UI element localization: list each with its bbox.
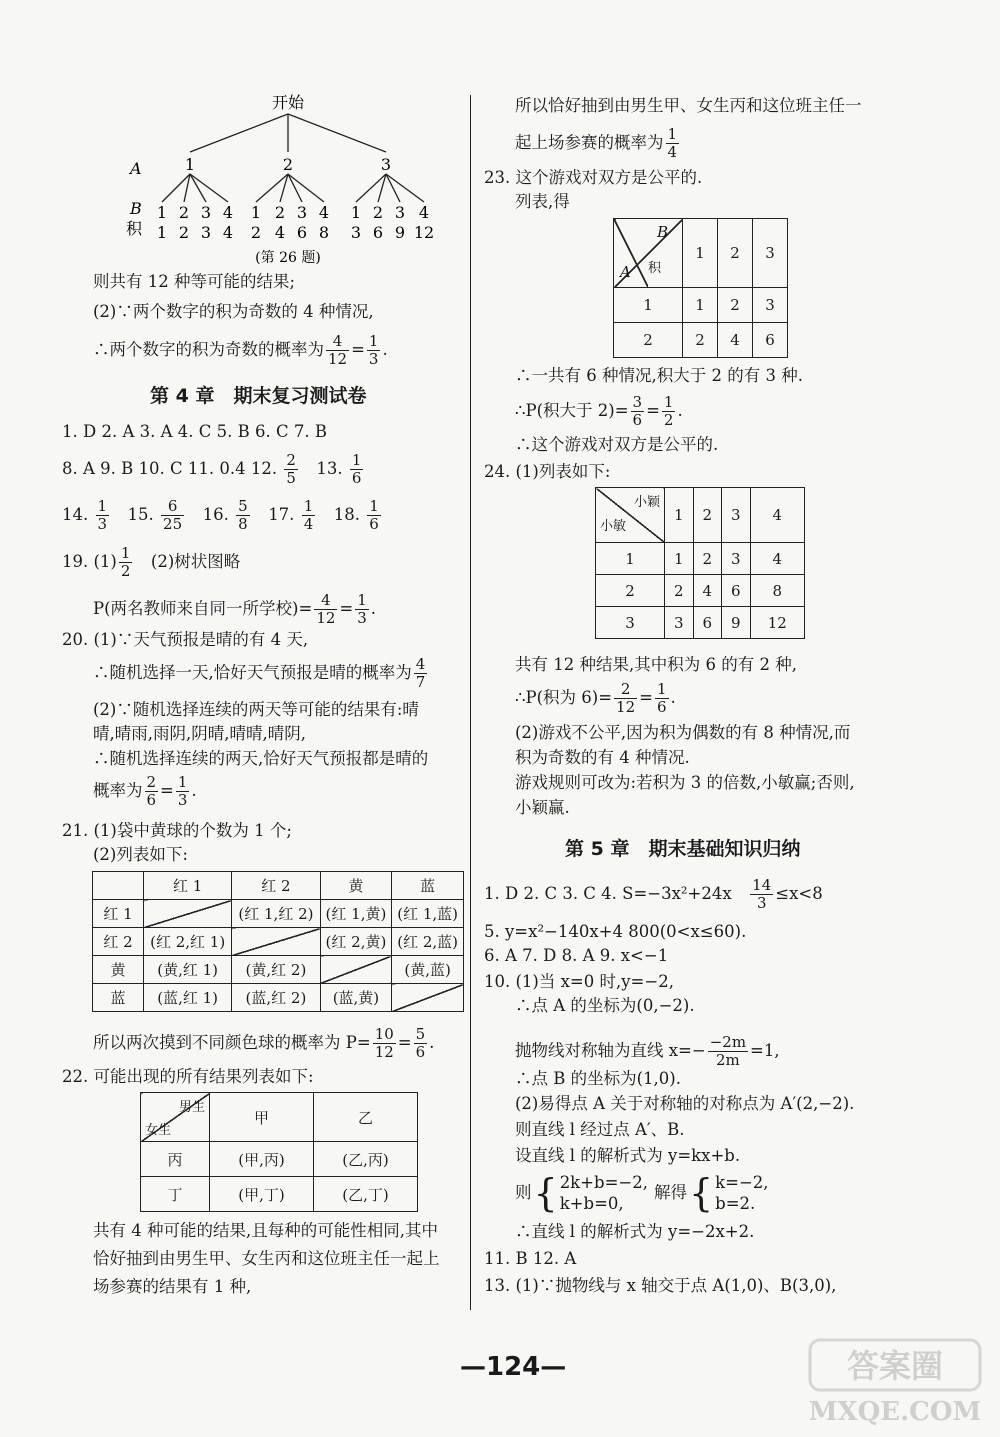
q21-line-2: (2)列表如下: [93, 845, 188, 864]
table-cell: (红 1,蓝) [392, 900, 464, 928]
table-cell: (蓝,红 1) [144, 984, 232, 1012]
fraction: $\frac{3}{6}$ [632, 393, 643, 429]
fraction: $\frac{10}{12}$ [374, 1025, 394, 1061]
table-cell: 蓝 [93, 984, 144, 1012]
table-cell: 4 [693, 575, 722, 607]
table-cell: 黄 [320, 872, 392, 900]
q23-line-4: ∴P(积大于 2)= $\frac{3}{6}$ = $\frac{1}{2}$ . [515, 393, 683, 429]
tree-b-node: 3 [200, 203, 212, 222]
table-cell: 2 [596, 575, 665, 607]
q24-line-4: (2)游戏不公平,因为积为偶数的有 8 种情况,而 [515, 723, 851, 742]
table-row [93, 928, 464, 956]
ch5-line-8: (2)易得点 A 关于对称轴的对称点为 A′(2,−2). [515, 1094, 855, 1113]
q20-line-5: ∴随机选择连续的两天,恰好天气预报都是晴的 [93, 749, 429, 768]
tree-product: 3 [200, 223, 212, 242]
table-cell: 3 [753, 219, 788, 288]
chapter-5-title: 第 5 章 期末基础知识归纳 [565, 838, 801, 860]
ch4-answers-2: 8. A 9. B 10. C 11. 0.4 12. $\frac{2}{5}$ 13. $\frac{1}{6}$ [62, 451, 362, 487]
ch5-line-9: 则直线 l 经过点 A′、B. [515, 1120, 685, 1139]
table-row [614, 323, 788, 358]
table-cell: (黄,红 1) [144, 956, 232, 984]
page-number: —124— [460, 1352, 567, 1382]
tree-b-node: 4 [318, 203, 330, 222]
fraction: $\frac{1}{3}$ [368, 332, 379, 368]
tree-product: 4 [222, 223, 234, 242]
fraction: $\frac{1}{6}$ [656, 680, 667, 716]
table-cell: (乙,丙) [314, 1142, 418, 1177]
ch5-line-11: 则 { 2k+b=−2, k+b=0, 解得 { k=−2, b=2. [515, 1171, 769, 1215]
tree-b-node: 1 [250, 203, 262, 222]
tree-diagram [120, 92, 450, 272]
tree-product: 6 [372, 223, 384, 242]
table-cell: 4 [750, 543, 804, 575]
tree-b-node: 1 [156, 203, 168, 222]
table-row [596, 488, 805, 543]
table-cell: 6 [722, 575, 751, 607]
table-cell: (红 2,黄) [320, 928, 392, 956]
tree-a-node: 2 [282, 155, 294, 174]
table-cell: 3 [722, 488, 751, 543]
right-line-1: 所以恰好抽到由男生甲、女生丙和这位班主任一 [515, 96, 862, 115]
tree-product: 8 [318, 223, 330, 242]
table-cell [144, 900, 232, 928]
svg-text:答案圈: 答案圈 [846, 1347, 944, 1385]
table-cell: (红 2,红 1) [144, 928, 232, 956]
table-cell: (黄,红 2) [232, 956, 320, 984]
table-row [614, 219, 788, 288]
ch5-line-1: 1. D 2. C 3. C 4. S=−3x²+24x $\frac{14}{3}$ ≤x<8 [484, 876, 823, 912]
table-cell: 12 [750, 607, 804, 639]
fraction: $\frac{-2m}{2m}$ [709, 1033, 747, 1069]
table-24 [595, 487, 805, 639]
table-row [141, 1177, 418, 1212]
table-cell: 2 [614, 323, 683, 358]
table-cell: (乙,丁) [314, 1177, 418, 1212]
q23-line-5: ∴这个游戏对双方是公平的. [515, 435, 719, 454]
q19-line-2: P(两名教师来自同一所学校)= $\frac{4}{12}$ = $\frac{1}{3}$ . [93, 591, 377, 627]
tree-caption: (第 26 题) [255, 250, 321, 266]
fraction: $\frac{5}{6}$ [415, 1025, 426, 1061]
table-cell: 2 [665, 575, 694, 607]
table-cell: 2 [693, 488, 722, 543]
table-cell: (黄,蓝) [392, 956, 464, 984]
tree-a-node: 1 [184, 155, 196, 174]
q22-line-1: 22. 可能出现的所有结果列表如下: [62, 1067, 314, 1086]
table-cell [392, 984, 464, 1012]
ch5-line-13: 11. B 12. A [484, 1249, 577, 1268]
table-cell: 2 [693, 543, 722, 575]
fraction: $\frac{2}{12}$ [616, 680, 636, 716]
ch5-line-4: 10. (1)当 x=0 时,y=−2, [484, 972, 674, 991]
tree-product: 6 [296, 223, 308, 242]
ch5-line-2: 5. y=x²−140x+4 800(0<x≤60). [484, 922, 747, 941]
tree-label-a: A [130, 159, 142, 178]
table-cell: 男生 女生 [141, 1093, 210, 1142]
fraction: $\frac{5}{8}$ [238, 497, 248, 533]
table-cell: 甲 [210, 1093, 314, 1142]
tree-product: 12 [413, 223, 435, 242]
q20-line-3: (2)∵随机选择连续的两天等可能的结果有:晴 [93, 700, 419, 719]
q20-line-6: 概率为 $\frac{2}{6}$ = $\frac{1}{3}$ . [93, 773, 197, 809]
tree-product: 3 [350, 223, 362, 242]
table-row [93, 900, 464, 928]
table-cell: 1 [683, 288, 718, 323]
fraction: $\frac{1}{6}$ [369, 497, 379, 533]
table-cell: 3 [596, 607, 665, 639]
table-cell: (红 1,黄) [320, 900, 392, 928]
table-cell: 1 [665, 543, 694, 575]
q23-line-3: ∴一共有 6 种情况,积大于 2 的有 3 种. [515, 366, 803, 385]
ch5-line-12: ∴直线 l 的解析式为 y=−2x+2. [515, 1222, 755, 1241]
q24-line-7: 小颖赢. [515, 798, 570, 817]
tree-b-node: 3 [394, 203, 406, 222]
left-line-3: ∴两个数字的积为奇数的概率为 $\frac{4}{12}$ = $\frac{1}{3}$ . [93, 332, 388, 368]
table-cell: (甲,丙) [210, 1142, 314, 1177]
table-cell: 3 [665, 607, 694, 639]
table-cell: 1 [683, 219, 718, 288]
table-cell: 乙 [314, 1093, 418, 1142]
q19-line-1: 19. (1) $\frac{1}{2}$ (2)树状图略 [62, 544, 241, 580]
table-21 [92, 871, 464, 1012]
table-cell: 2 [718, 219, 753, 288]
tree-product: 4 [274, 223, 286, 242]
fraction: $\frac{1}{3}$ [177, 773, 188, 809]
ch5-line-10: 设直线 l 的解析式为 y=kx+b. [515, 1146, 741, 1165]
q23-line-1: 23. 这个游戏对双方是公平的. [484, 168, 703, 187]
tree-product: 2 [178, 223, 190, 242]
fraction: $\frac{1}{3}$ [97, 497, 108, 533]
q21-line-1: 21. (1)袋中黄球的个数为 1 个; [62, 821, 292, 840]
table-row [93, 956, 464, 984]
table-cell: 2 [718, 288, 753, 323]
tree-b-node: 2 [372, 203, 384, 222]
table-row [596, 607, 805, 639]
chapter-4-title: 第 4 章 期末复习测试卷 [150, 385, 367, 407]
ch5-line-7: ∴点 B 的坐标为(1,0). [515, 1069, 681, 1088]
fraction: $\frac{4}{7}$ [415, 655, 426, 691]
q20-line-2: ∴随机选择一天,恰好天气预报是晴的概率为 $\frac{4}{7}$ [93, 655, 426, 691]
table-cell: (甲,丁) [210, 1177, 314, 1212]
table-cell: 丁 [141, 1177, 210, 1212]
table-cell [93, 872, 144, 900]
table-cell: 8 [750, 575, 804, 607]
fraction: $\frac{6}{25}$ [163, 497, 183, 533]
table-cell: B A 积 [614, 219, 683, 288]
left-line-2: (2)∵两个数字的积为奇数的 4 种情况, [93, 302, 374, 321]
tree-b-node: 2 [178, 203, 190, 222]
fraction: $\frac{4}{12}$ [328, 332, 348, 368]
q24-line-2: 共有 12 种结果,其中积为 6 的有 2 种, [515, 655, 797, 674]
fraction: $\frac{4}{12}$ [316, 591, 336, 627]
q24-line-5: 积为奇数的有 4 种情况. [515, 748, 690, 767]
q22-line-3: 恰好抽到由男生甲、女生丙和这位班主任一起上 [93, 1249, 440, 1268]
table-22 [140, 1092, 418, 1212]
fraction: $\frac{14}{3}$ [752, 876, 772, 912]
table-row [93, 984, 464, 1012]
tree-product: 1 [156, 223, 168, 242]
table-cell: 1 [614, 288, 683, 323]
ch5-line-14: 13. (1)∵抛物线与 x 轴交于点 A(1,0)、B(3,0), [484, 1276, 837, 1295]
table-cell: 9 [722, 607, 751, 639]
ch4-answers-3: 14. $\frac{1}{3}$ 15. $\frac{6}{25}$ 16. $\frac{5}{8}$ 17. $\frac{1}{4}$ 18. $\frac{1}{6}$ [62, 497, 379, 533]
tree-label-prod: 积 [126, 219, 143, 238]
q21-line-3: 所以两次摸到不同颜色球的概率为 P= $\frac{10}{12}$ = $\frac{5}{6}$ . [93, 1025, 435, 1061]
table-row [141, 1093, 418, 1142]
table-cell: 红 2 [93, 928, 144, 956]
right-line-2: 起上场参赛的概率为 $\frac{1}{4}$ [515, 125, 678, 161]
table-row [596, 543, 805, 575]
table-cell: 4 [750, 488, 804, 543]
q22-line-2: 共有 4 种可能的结果,且每种的可能性相同,其中 [93, 1221, 438, 1240]
watermark-logo [790, 1335, 990, 1430]
tree-root: 开始 [271, 93, 305, 112]
table-cell: 丙 [141, 1142, 210, 1177]
fraction: $\frac{2}{5}$ [286, 451, 296, 487]
table-cell: 红 1 [144, 872, 232, 900]
tree-product: 9 [394, 223, 406, 242]
table-cell: 红 1 [93, 900, 144, 928]
table-cell: (红 1,红 2) [232, 900, 320, 928]
table-cell: 黄 [93, 956, 144, 984]
table-cell: 4 [718, 323, 753, 358]
ch5-line-3: 6. A 7. D 8. A 9. x<−1 [484, 946, 669, 965]
table-cell: 6 [753, 323, 788, 358]
fraction: $\frac{1}{6}$ [351, 451, 362, 487]
table-cell: 红 2 [232, 872, 320, 900]
table-cell: 蓝 [392, 872, 464, 900]
table-23 [613, 218, 788, 358]
table-cell: 小颖 小敏 [596, 488, 665, 543]
tree-b-node: 3 [296, 203, 308, 222]
fraction: $\frac{2}{6}$ [146, 773, 157, 809]
tree-b-node: 4 [418, 203, 430, 222]
fraction: $\frac{1}{3}$ [357, 591, 367, 627]
ch5-line-5: ∴点 A 的坐标为(0,−2). [515, 996, 695, 1015]
table-cell: 1 [596, 543, 665, 575]
fraction: $\frac{1}{2}$ [120, 544, 131, 580]
tree-b-node: 1 [350, 203, 362, 222]
table-cell: 6 [693, 607, 722, 639]
tree-b-node: 4 [222, 203, 234, 222]
tree-a-node: 3 [380, 155, 392, 174]
table-cell: (蓝,黄) [320, 984, 392, 1012]
ch4-answers-1: 1. D 2. A 3. A 4. C 5. B 6. C 7. B [62, 422, 327, 441]
q24-line-6: 游戏规则可改为:若积为 3 的倍数,小敏赢;否则, [515, 773, 855, 792]
tree-product: 2 [250, 223, 262, 242]
table-cell [232, 928, 320, 956]
table-cell: 1 [665, 488, 694, 543]
column-divider [470, 95, 471, 1310]
table-cell: 3 [753, 288, 788, 323]
q20-line-1: 20. (1)∵天气预报是晴的有 4 天, [62, 630, 309, 649]
q23-line-2: 列表,得 [515, 192, 570, 211]
q24-line-3: ∴P(积为 6)= $\frac{2}{12}$ = $\frac{1}{6}$ . [515, 680, 676, 716]
table-cell: (蓝,红 2) [232, 984, 320, 1012]
ch5-line-6: 抛物线对称轴为直线 x=− $\frac{-2m}{2m}$ =1, [515, 1033, 780, 1069]
tree-b-node: 2 [274, 203, 286, 222]
table-row [614, 288, 788, 323]
left-line-1: 则共有 12 种等可能的结果; [93, 272, 296, 291]
q24-line-1: 24. (1)列表如下: [484, 462, 611, 481]
fraction: $\frac{1}{4}$ [303, 497, 314, 533]
svg-text:MXQE.COM: MXQE.COM [808, 1397, 982, 1427]
fraction: $\frac{1}{2}$ [663, 393, 674, 429]
table-cell [320, 956, 392, 984]
fraction: $\frac{1}{4}$ [667, 125, 678, 161]
table-cell: (红 2,蓝) [392, 928, 464, 956]
table-row [141, 1142, 418, 1177]
q20-line-4: 晴,晴雨,雨阴,阴晴,晴晴,晴阴, [93, 724, 306, 743]
table-cell: 3 [722, 543, 751, 575]
tree-label-b: B [130, 199, 142, 218]
q22-line-4: 场参赛的结果有 1 种, [93, 1277, 252, 1296]
table-row [596, 575, 805, 607]
table-row [93, 872, 464, 900]
table-cell: 2 [683, 323, 718, 358]
